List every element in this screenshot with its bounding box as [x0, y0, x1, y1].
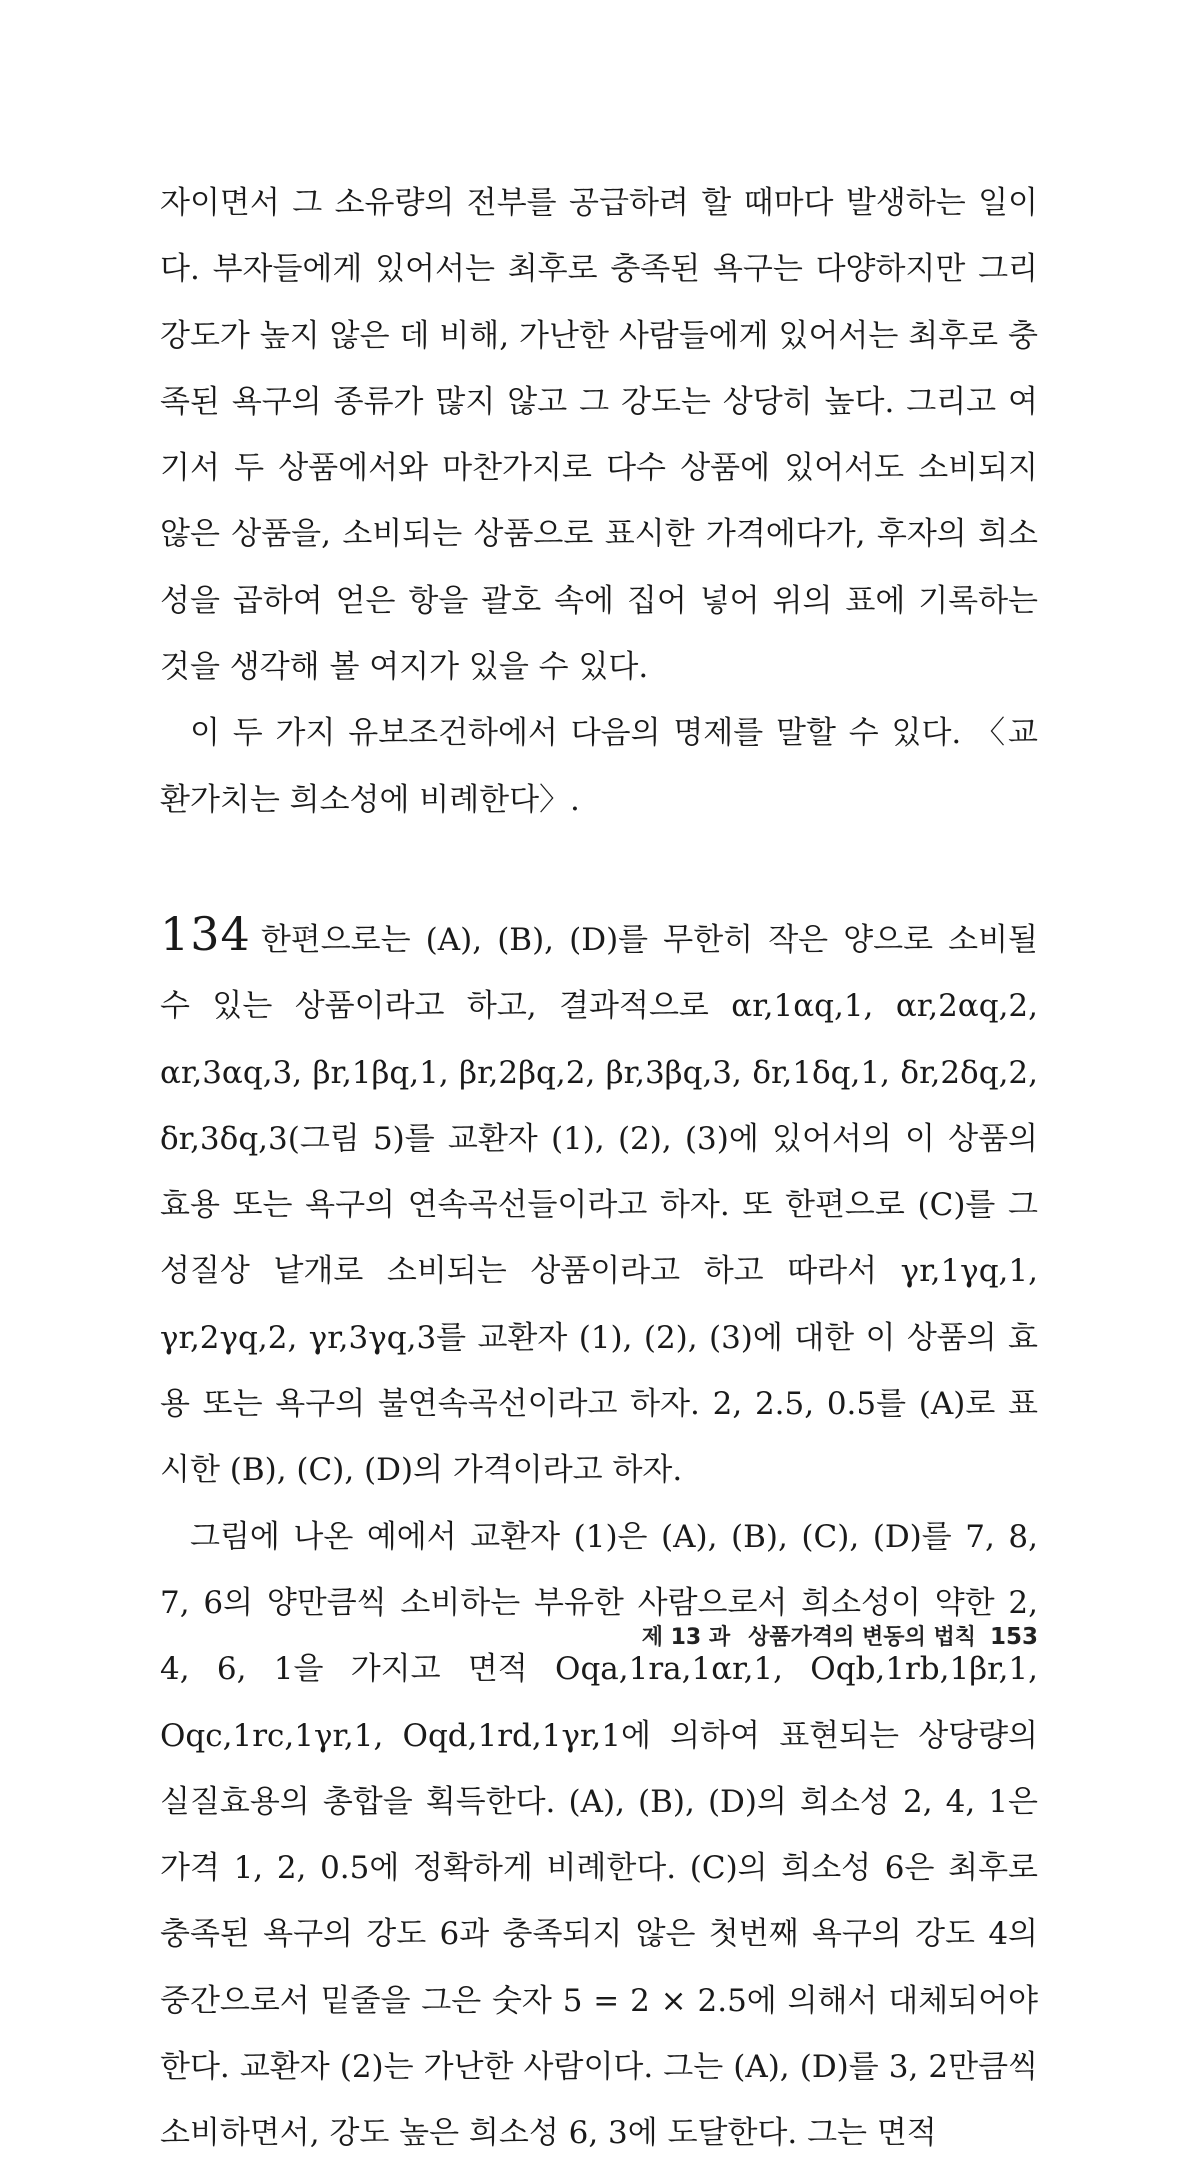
paragraph: 그림에 나온 예에서 교환자 (1)은 (A), (B), (C), (D)를 7, 8, 7, 6의 양만큼씩 소비하는 부유한 사람으로서 희소성이 약한 2, 4, 6, 1을 가지고 면적 Oqa,1ra,1αr,1, Oqb,1rb,1βr,1, Oqc,1rc,1γr,1, Oqd,1rd,1γr,1에 의하여 표현되는 상당량의 실질효용의 총합을 획득한다. (A), (B), (D)의 희소성 2, 4, 1은 가격 1, 2, 0.5에 정확하게 비례한다. (C)의 희소성 6은 최후로 충족된 욕구의 강도 6과 충족되지 않은 첫번째 욕구의 강도 4의 중간으로서 밑줄을 그은 숫자 5 = 2 × 2.5에 의해서 대체되어야 한다. 교환자 (2)는 가난한 사람이다. 그는 (A), (D)를 3, 2만큼씩 소비하면서, 강도 높은 희소성 6, 3에 도달한다. 그는 면적 — [160, 1518, 1038, 2152]
paragraph-gap — [160, 833, 1038, 901]
footer-title: 상품가격의 변동의 법칙 — [748, 1625, 976, 1650]
paragraph: 이 두 가지 유보조건하에서 다음의 명제를 말할 수 있다. 〈교환가치는 희소성에 비례한다〉. — [160, 715, 1038, 818]
paragraph: 자이면서 그 소유량의 전부를 공급하려 할 때마다 발생하는 일이다. 부자들에게 있어서는 최후로 충족된 욕구는 다양하지만 그리 강도가 높지 않은 데 비해, 가난한 사람들에게 있어서는 최후로 충족된 욕구의 종류가 많지 않고 그 강도는 상당히 높다. 그리고 여기서 두 상품에서와 마찬가지로 다수 상품에 있어서도 소비되지 않은 상품을, 소비되는 상품으로 표시한 가격에다가, 후자의 희소성을 곱하여 얻은 항을 괄호 속에 집어 넣어 위의 표에 기록하는 것을 생각해 볼 여지가 있을 수 있다. — [160, 185, 1038, 686]
footer-chapter: 제 13 과 — [641, 1625, 731, 1650]
section-number: 134 — [160, 906, 251, 961]
section-134-paragraph — [160, 901, 1038, 1504]
page-footer — [624, 1620, 1038, 1651]
page-number: 153 — [989, 1624, 1038, 1650]
body-text — [160, 170, 1038, 2167]
section-text: 한편으로는 (A), (B), (D)를 무한히 작은 양으로 소비될 수 있는 상품이라고 하고, 결과적으로 αr,1αq,1, αr,2αq,2, αr,3αq,3, βr,1βq,1, βr,2βq,2, βr,3βq,3, δr,1δq,1, δr,2δq,2, δr,3δq,3(그림 5)를 교환자 (1), (2), (3)에 있어서의 이 상품의 효용 또는 욕구의 연속곡선들이라고 하자. 또 한편으로 (C)를 그 성질상 낱개로 소비되는 상품이라고 하고 따라서 γr,1γq,1, γr,2γq,2, γr,3γq,3를 교환자 (1), (2), (3)에 대한 이 상품의 효용 또는 욕구의 불연속곡선이라고 하자. 2, 2.5, 0.5를 (A)로 표시한 (B), (C), (D)의 가격이라고 하자. — [160, 921, 1038, 1489]
